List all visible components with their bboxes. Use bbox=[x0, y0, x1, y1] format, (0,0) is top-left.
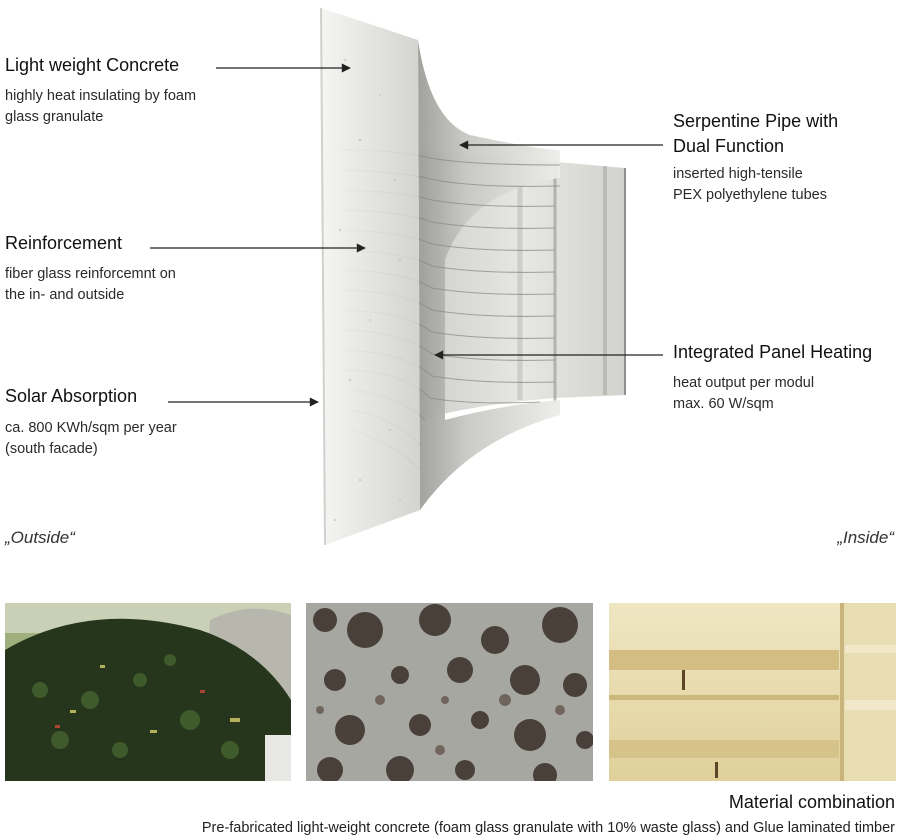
outside-label: „Outside“ bbox=[5, 528, 75, 547]
label-concrete-title: Light weight Concrete bbox=[5, 55, 180, 75]
concrete-face bbox=[321, 8, 420, 545]
label-reinforcement-line: fiber glass reinforcemnt on bbox=[5, 266, 176, 282]
label-pipe-title-line: Serpentine Pipe with bbox=[673, 111, 839, 131]
label-reinforcement-line: the in- and outside bbox=[5, 287, 125, 303]
label-pipe-title-line: Dual Function bbox=[673, 136, 785, 156]
photo-timber bbox=[609, 603, 896, 781]
photo-waste-glass bbox=[5, 603, 291, 781]
label-concrete-line: highly heat insulating by foam bbox=[5, 88, 197, 104]
label-heating-line: max. 60 W/sqm bbox=[673, 396, 774, 412]
label-pipe-line: PEX polyethylene tubes bbox=[673, 187, 827, 203]
caption-title: Material combination bbox=[728, 792, 895, 812]
label-solar-line: (south facade) bbox=[5, 441, 98, 457]
label-heating-title: Integrated Panel Heating bbox=[673, 342, 873, 362]
label-reinforcement-desc bbox=[5, 264, 176, 306]
label-pipe-desc bbox=[673, 164, 827, 206]
photo-foam-concrete bbox=[306, 603, 594, 787]
label-solar-line: ca. 800 KWh/sqm per year bbox=[5, 420, 177, 436]
caption-text: Pre-fabricated light-weight concrete (foam glass granulate with 10% waste glass) and Glue laminated timber bbox=[201, 820, 895, 836]
label-heating-line: heat output per modul bbox=[673, 375, 815, 391]
label-concrete-line: glass granulate bbox=[5, 109, 104, 125]
label-pipe-title bbox=[673, 109, 838, 159]
label-pipe-line: inserted high-tensile bbox=[673, 166, 803, 182]
label-heating-desc bbox=[673, 373, 814, 415]
label-reinforcement-title: Reinforcement bbox=[5, 233, 123, 253]
label-solar-title: Solar Absorption bbox=[5, 386, 138, 406]
label-solar-desc bbox=[5, 418, 177, 460]
label-concrete-desc bbox=[5, 86, 196, 128]
inside-label: „Inside“ bbox=[837, 528, 894, 547]
